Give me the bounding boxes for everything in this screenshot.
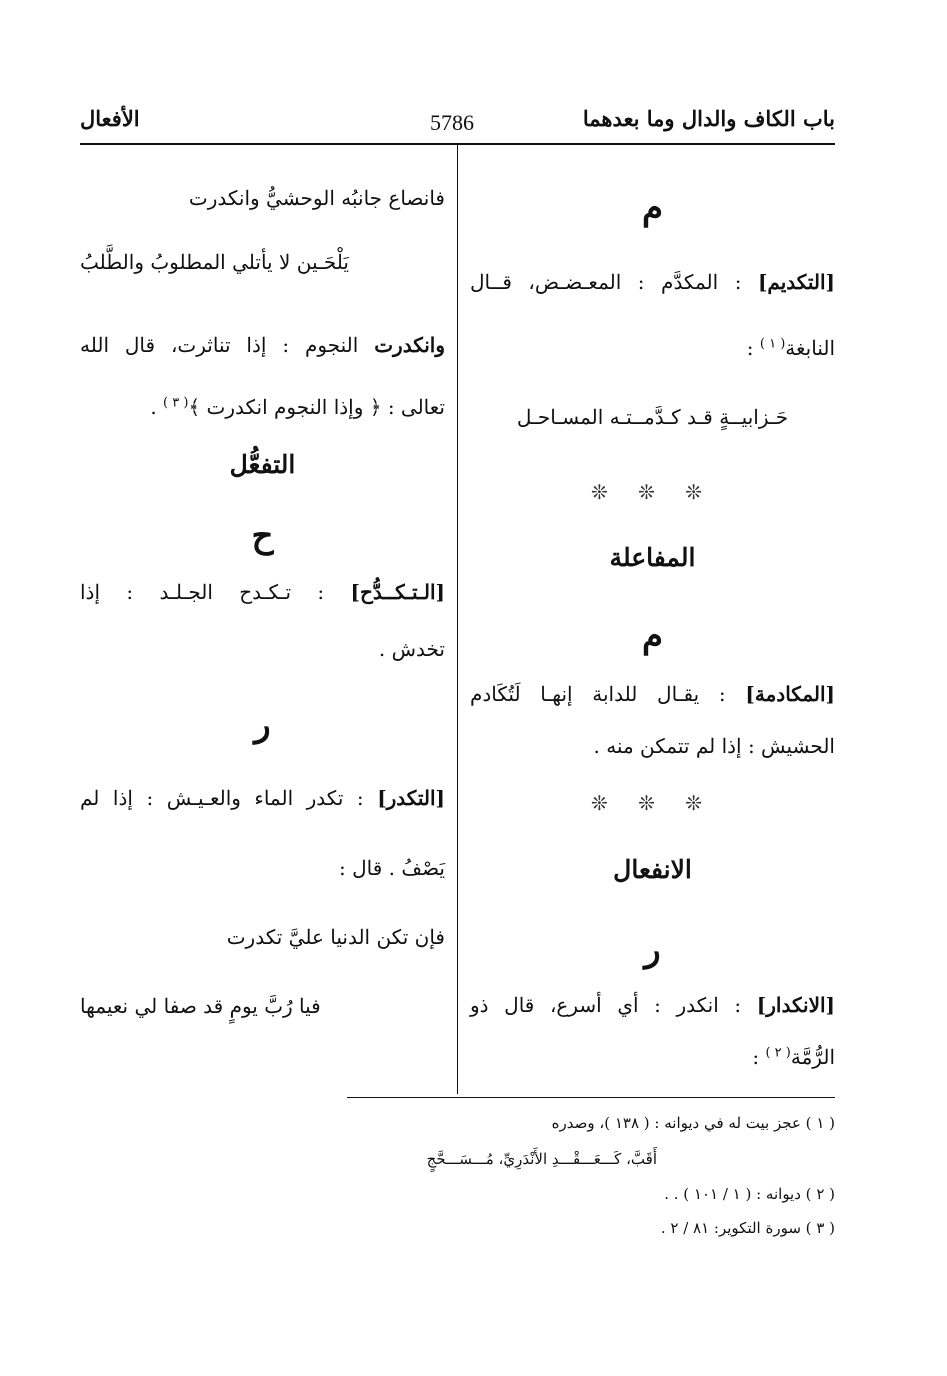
- verse: فانصاع جانبُه الوحشيُّ وانكدرت: [188, 186, 445, 210]
- verse: فإن تكن الدنيا عليَّ تكدرت: [226, 925, 445, 949]
- right-column: [470, 150, 835, 1090]
- entry-keyword: [المكادمة]: [745, 682, 836, 706]
- entry-text: : تكدر الماء والعـيـش : إذا لم: [80, 786, 364, 810]
- left-column: [80, 150, 445, 1090]
- entry-text: :: [746, 336, 754, 360]
- letter-heading-ha: ح: [251, 516, 274, 556]
- entry-keyword: [التكدر]: [377, 786, 445, 810]
- footnote-divider: [347, 1097, 835, 1098]
- entry-takaddur: [80, 786, 445, 810]
- paragraph-inkadarat: [80, 333, 445, 357]
- entry-keyword: [الـتـكــدُّح]: [350, 580, 446, 604]
- verse: فيا رُبَّ يومٍ قد صفا لي نعيمها: [80, 994, 321, 1018]
- page-number: 5786: [430, 110, 474, 135]
- section-title: الأفعال: [80, 106, 140, 131]
- entry-mukadama: [470, 682, 835, 706]
- section-heading: التفعُّل: [229, 450, 296, 479]
- footnote-1-verse: أَقَبَّ، كَـــعَـــقْـــدِ الأَنْدَرِيِّ، مُـــسَـــحَّجٍ: [426, 1150, 657, 1168]
- entry-keyword: وانكدرت: [374, 333, 446, 357]
- entry-inkidar-line2: [752, 1045, 835, 1069]
- column-divider: [457, 144, 458, 1094]
- entry-takdim: [470, 270, 835, 294]
- verse: حَـزابيــةٍ قـد كـدَّمــتـه المسـاحـل: [516, 405, 789, 429]
- letter-heading-ra: ر: [254, 705, 271, 745]
- entry-mukadama-line2: الحشيش : إذا لم تتمكن منه .: [593, 734, 835, 758]
- footnote-ref: ( ٢ ): [765, 1045, 791, 1061]
- quran-quote-line: [150, 395, 445, 419]
- footnote-3: ( ٣ ) سورة التكوير: ٨١ / ٢ .: [660, 1219, 835, 1237]
- letter-heading-ra: ر: [644, 930, 661, 970]
- entry-text: النابغة: [785, 336, 835, 360]
- footnote-ref: ( ١ ): [759, 336, 786, 352]
- entry-text: : انكدر : أي أسرع، قال ذو: [470, 993, 742, 1017]
- entry-text: : المكدَّم : المعـضـض، قــال: [470, 270, 742, 294]
- entry-text: النجوم : إذا تناثرت، قال الله: [80, 333, 359, 357]
- quran-quote: تعالى : ﴿ وإذا النجوم انكدرت ﴾: [188, 395, 445, 419]
- letter-heading-mim: م: [641, 616, 664, 656]
- entry-keyword: [التكديم]: [757, 270, 835, 294]
- footnote-1: ( ١ ) عجز بيت له في ديوانه : ( ١٣٨ )، وصدره: [551, 1114, 835, 1132]
- separator-stars: ❊ ❊ ❊: [591, 791, 714, 815]
- footnote-ref: ( ٣ ): [163, 395, 189, 411]
- entry-takaddah-line2: تخدش .: [378, 637, 445, 661]
- entry-text: الرُّمَّة: [790, 1045, 835, 1069]
- entry-keyword: [الانكدار]: [756, 993, 836, 1017]
- entry-text: :: [752, 1045, 760, 1069]
- verse: يَلْحَـين لا يأتلي المطلوبُ والطَّلبُ: [80, 250, 349, 274]
- page-header: [80, 100, 835, 144]
- section-heading: الانفعال: [613, 855, 692, 884]
- entry-text: .: [150, 395, 157, 419]
- entry-takdim-line2: [747, 336, 835, 360]
- section-heading: المفاعلة: [609, 543, 696, 572]
- entry-takaddah: [80, 580, 445, 604]
- footnote-2: ( ٢ ) ديوانه : ( ١ / ١٠١ ) . .: [664, 1185, 835, 1203]
- letter-heading-mim: م: [641, 188, 664, 228]
- chapter-title: باب الكاف والدال وما بعدهما: [582, 106, 835, 131]
- separator-stars: ❊ ❊ ❊: [591, 480, 714, 504]
- entry-text: : تـكـدح الجـلـد : إذا: [80, 580, 325, 604]
- entry-text: : يقـال للدابة إنهـا لَتُكَادم: [470, 682, 726, 706]
- entry-takaddur-line2: يَصْفُ . قال :: [339, 856, 445, 880]
- entry-inkidar: [470, 993, 835, 1017]
